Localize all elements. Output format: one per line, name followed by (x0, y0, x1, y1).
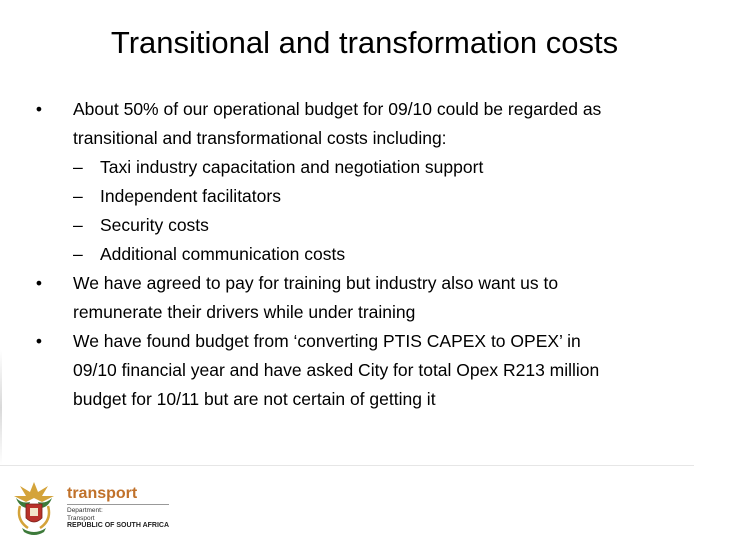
bullet-item (29, 327, 689, 414)
footer-divider (0, 465, 694, 466)
bullet-line: remunerate their drivers while under training (73, 302, 416, 322)
slide-title: Transitional and transformation costs (110, 25, 619, 60)
department-label (67, 507, 103, 522)
bullet-line: We have agreed to pay for training but industry also want us to (73, 273, 559, 293)
brand-divider (67, 504, 169, 505)
sub-bullet-text: Security costs (100, 215, 209, 235)
sub-bullet-marker: – (73, 157, 83, 177)
sub-bullet-item (29, 240, 689, 269)
bullet-line: budget for 10/11 but are not certain of getting it (73, 389, 436, 409)
bullet-item (29, 269, 689, 327)
sub-bullet-marker: – (73, 244, 83, 264)
bullet-marker: • (35, 99, 43, 119)
coat-of-arms-icon (8, 478, 60, 538)
sub-bullet-text: Additional communication costs (100, 244, 346, 264)
sub-bullet-text: Independent facilitators (100, 186, 281, 206)
bullet-marker: • (35, 273, 43, 293)
bullet-line: transitional and transformational costs including: (73, 128, 447, 148)
sub-bullet-text: Taxi industry capacitation and negotiation support (100, 157, 484, 177)
sub-bullet-marker: – (73, 186, 83, 206)
sub-bullet-item (29, 211, 689, 240)
edge-shadow (0, 350, 2, 465)
bullet-line: About 50% of our operational budget for 09/10 could be regarded as (73, 99, 602, 119)
bullet-item (29, 95, 689, 153)
brand-name: transport (67, 485, 138, 502)
slide-body (29, 95, 689, 414)
department-line: Department: (67, 507, 103, 514)
sub-bullet-item (29, 182, 689, 211)
country-label: REPUBLIC OF SOUTH AFRICA (67, 522, 170, 529)
bullet-line: We have found budget from ‘converting PTIS CAPEX to OPEX’ in (73, 331, 581, 351)
department-line: Transport (67, 514, 95, 522)
sub-bullet-item (29, 153, 689, 182)
bullet-line: 09/10 financial year and have asked City for total Opex R213 million (73, 360, 600, 380)
department-logo (8, 478, 178, 538)
bullet-marker: • (35, 331, 43, 351)
sub-bullet-marker: – (73, 215, 83, 235)
